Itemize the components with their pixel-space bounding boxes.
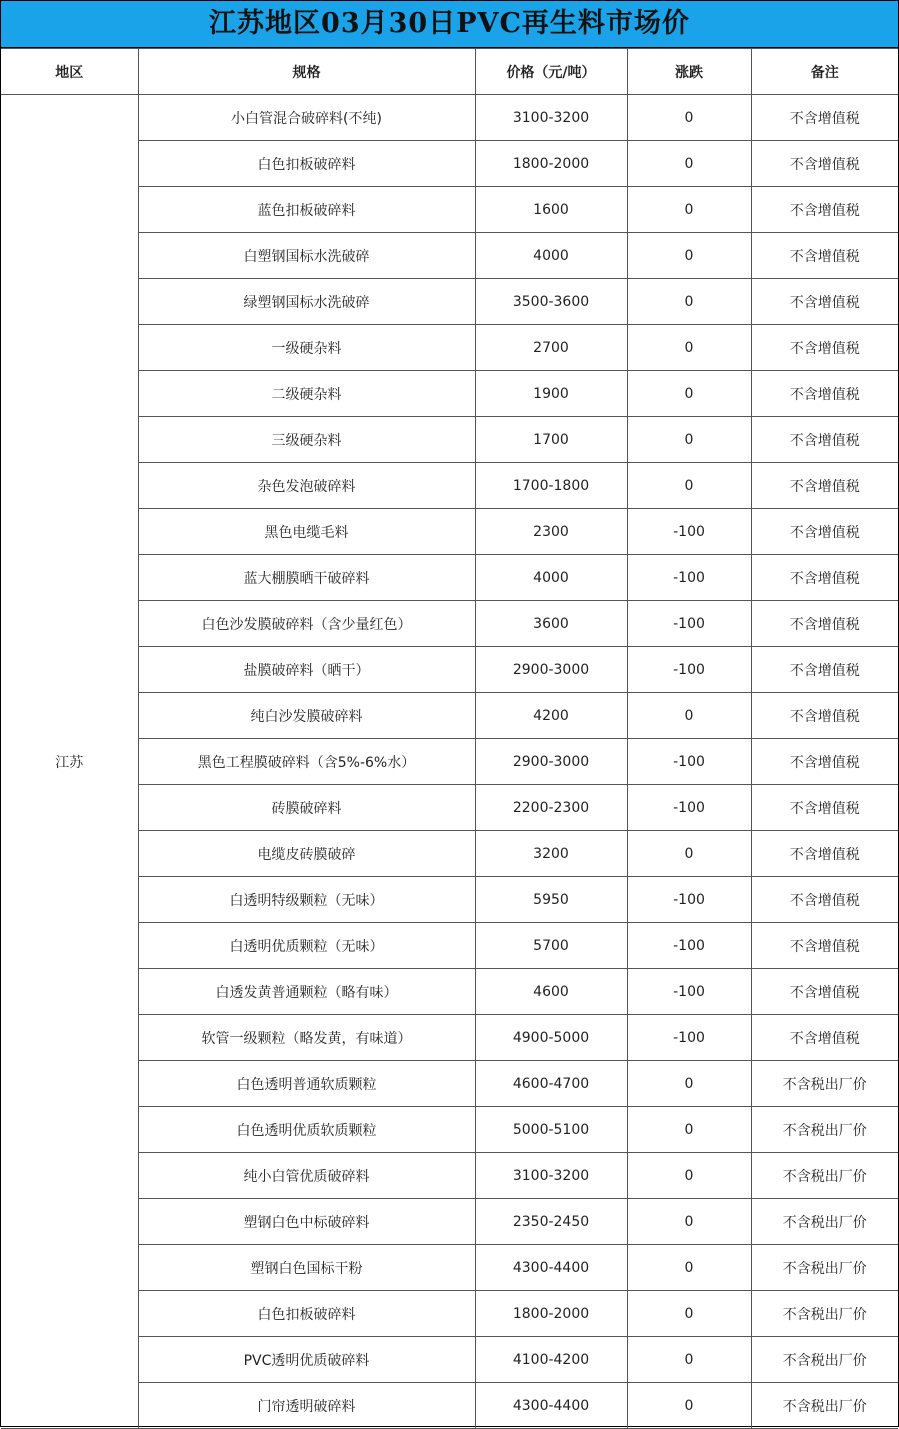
note-cell: 不含税出厂价 <box>751 1291 898 1337</box>
spec-cell: 白透发黄普通颗粒（略有味） <box>138 969 475 1015</box>
region-cell: 江苏 <box>1 95 138 1429</box>
change-cell: 0 <box>627 95 751 141</box>
change-cell: 0 <box>627 1291 751 1337</box>
price-cell: 1700-1800 <box>475 463 627 509</box>
price-cell: 4100-4200 <box>475 1337 627 1383</box>
note-cell: 不含税出厂价 <box>751 1245 898 1291</box>
note-cell: 不含增值税 <box>751 371 898 417</box>
price-cell: 4000 <box>475 233 627 279</box>
change-cell: -100 <box>627 601 751 647</box>
note-cell: 不含增值税 <box>751 463 898 509</box>
price-cell: 5700 <box>475 923 627 969</box>
change-cell: 0 <box>627 463 751 509</box>
price-cell: 3100-3200 <box>475 95 627 141</box>
spec-cell: 纯白沙发膜破碎料 <box>138 693 475 739</box>
note-cell: 不含增值税 <box>751 969 898 1015</box>
change-cell: 0 <box>627 831 751 877</box>
spec-cell: 电缆皮砖膜破碎 <box>138 831 475 877</box>
change-cell: 0 <box>627 1337 751 1383</box>
note-cell: 不含增值税 <box>751 831 898 877</box>
price-cell: 3600 <box>475 601 627 647</box>
note-cell: 不含增值税 <box>751 95 898 141</box>
price-cell: 2900-3000 <box>475 647 627 693</box>
header-price: 价格（元/吨） <box>475 49 627 95</box>
price-cell: 3100-3200 <box>475 1153 627 1199</box>
spec-cell: 白透明优质颗粒（无味） <box>138 923 475 969</box>
change-cell: 0 <box>627 325 751 371</box>
change-cell: -100 <box>627 877 751 923</box>
spec-cell: 塑钢白色中标破碎料 <box>138 1199 475 1245</box>
note-cell: 不含税出厂价 <box>751 1383 898 1429</box>
change-cell: -100 <box>627 555 751 601</box>
note-cell: 不含税出厂价 <box>751 1337 898 1383</box>
spec-cell: 白色沙发膜破碎料（含少量红色） <box>138 601 475 647</box>
change-cell: 0 <box>627 1383 751 1429</box>
price-cell: 4300-4400 <box>475 1383 627 1429</box>
price-cell: 2200-2300 <box>475 785 627 831</box>
change-cell: -100 <box>627 785 751 831</box>
note-cell: 不含增值税 <box>751 739 898 785</box>
spec-cell: 杂色发泡破碎料 <box>138 463 475 509</box>
header-row <box>1 49 898 95</box>
spec-cell: 塑钢白色国标干粉 <box>138 1245 475 1291</box>
price-cell: 5000-5100 <box>475 1107 627 1153</box>
note-cell: 不含增值税 <box>751 693 898 739</box>
note-cell: 不含增值税 <box>751 417 898 463</box>
price-cell: 1800-2000 <box>475 141 627 187</box>
note-cell: 不含增值税 <box>751 647 898 693</box>
change-cell: 0 <box>627 187 751 233</box>
change-cell: 0 <box>627 371 751 417</box>
note-cell: 不含增值税 <box>751 279 898 325</box>
sheet-title: 江苏地区03月30日PVC再生料市场价 <box>1 1 898 48</box>
price-cell: 4600 <box>475 969 627 1015</box>
spec-cell: 白色扣板破碎料 <box>138 1291 475 1337</box>
note-cell: 不含增值税 <box>751 325 898 371</box>
header-region: 地区 <box>1 49 138 95</box>
price-cell: 1800-2000 <box>475 1291 627 1337</box>
note-cell: 不含增值税 <box>751 509 898 555</box>
header-spec: 规格 <box>138 49 475 95</box>
spec-cell: 白色透明普通软质颗粒 <box>138 1061 475 1107</box>
change-cell: 0 <box>627 279 751 325</box>
change-cell: 0 <box>627 1107 751 1153</box>
spec-cell: 软管一级颗粒（略发黄，有味道） <box>138 1015 475 1061</box>
spec-cell: 盐膜破碎料（晒干） <box>138 647 475 693</box>
spec-cell: 绿塑钢国标水洗破碎 <box>138 279 475 325</box>
price-cell: 4200 <box>475 693 627 739</box>
spec-cell: 小白管混合破碎料(不纯) <box>138 95 475 141</box>
price-cell: 2700 <box>475 325 627 371</box>
price-cell: 5950 <box>475 877 627 923</box>
change-cell: -100 <box>627 969 751 1015</box>
header-note: 备注 <box>751 49 898 95</box>
note-cell: 不含增值税 <box>751 877 898 923</box>
spec-cell: 白透明特级颗粒（无味） <box>138 877 475 923</box>
note-cell: 不含增值税 <box>751 601 898 647</box>
price-cell: 2350-2450 <box>475 1199 627 1245</box>
price-cell: 3500-3600 <box>475 279 627 325</box>
note-cell: 不含增值税 <box>751 187 898 233</box>
spec-cell: 白色透明优质软质颗粒 <box>138 1107 475 1153</box>
price-cell: 4300-4400 <box>475 1245 627 1291</box>
change-cell: -100 <box>627 647 751 693</box>
price-cell: 1700 <box>475 417 627 463</box>
price-cell: 2900-3000 <box>475 739 627 785</box>
note-cell: 不含增值税 <box>751 785 898 831</box>
price-cell: 1900 <box>475 371 627 417</box>
change-cell: 0 <box>627 1199 751 1245</box>
change-cell: -100 <box>627 923 751 969</box>
note-cell: 不含税出厂价 <box>751 1107 898 1153</box>
note-cell: 不含税出厂价 <box>751 1153 898 1199</box>
price-cell: 1600 <box>475 187 627 233</box>
note-cell: 不含增值税 <box>751 1015 898 1061</box>
change-cell: 0 <box>627 1153 751 1199</box>
note-cell: 不含税出厂价 <box>751 1061 898 1107</box>
spec-cell: 白塑钢国标水洗破碎 <box>138 233 475 279</box>
price-cell: 3200 <box>475 831 627 877</box>
table-body <box>1 95 898 1429</box>
change-cell: 0 <box>627 233 751 279</box>
change-cell: 0 <box>627 417 751 463</box>
spec-cell: PVC透明优质破碎料 <box>138 1337 475 1383</box>
note-cell: 不含增值税 <box>751 923 898 969</box>
change-cell: -100 <box>627 509 751 555</box>
table-row <box>1 95 898 141</box>
spec-cell: 三级硬杂料 <box>138 417 475 463</box>
price-cell: 4600-4700 <box>475 1061 627 1107</box>
note-cell: 不含增值税 <box>751 141 898 187</box>
spec-cell: 砖膜破碎料 <box>138 785 475 831</box>
spec-cell: 蓝大棚膜晒干破碎料 <box>138 555 475 601</box>
note-cell: 不含税出厂价 <box>751 1199 898 1245</box>
change-cell: -100 <box>627 1015 751 1061</box>
spec-cell: 纯小白管优质破碎料 <box>138 1153 475 1199</box>
spec-cell: 黑色工程膜破碎料（含5%-6%水） <box>138 739 475 785</box>
spec-cell: 蓝色扣板破碎料 <box>138 187 475 233</box>
spec-cell: 门帘透明破碎料 <box>138 1383 475 1429</box>
change-cell: 0 <box>627 141 751 187</box>
note-cell: 不含增值税 <box>751 555 898 601</box>
price-cell: 2300 <box>475 509 627 555</box>
price-cell: 4000 <box>475 555 627 601</box>
change-cell: 0 <box>627 1245 751 1291</box>
spec-cell: 黑色电缆毛料 <box>138 509 475 555</box>
note-cell: 不含增值税 <box>751 233 898 279</box>
change-cell: -100 <box>627 739 751 785</box>
spec-cell: 一级硬杂料 <box>138 325 475 371</box>
change-cell: 0 <box>627 1061 751 1107</box>
spec-cell: 二级硬杂料 <box>138 371 475 417</box>
price-cell: 4900-5000 <box>475 1015 627 1061</box>
change-cell: 0 <box>627 693 751 739</box>
spec-cell: 白色扣板破碎料 <box>138 141 475 187</box>
price-table <box>1 48 898 1429</box>
header-change: 涨跌 <box>627 49 751 95</box>
